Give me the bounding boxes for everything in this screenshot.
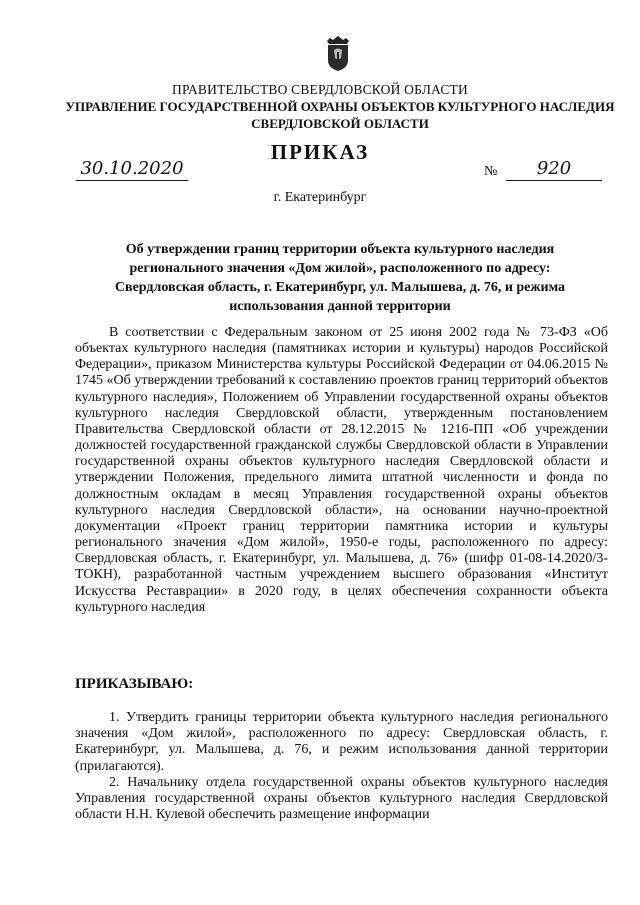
department-name-line2: СВЕРДЛОВСКОЙ ОБЛАСТИ (251, 116, 429, 131)
coat-of-arms-icon (325, 34, 351, 72)
document-number: 920 (506, 158, 602, 181)
document-title: Об утверждении границ территории объекта культурного наследия регионального значения «Дом жилой», расположенного по адресу: Свердловская область, г. Екатеринбург, ул. Малышева, д. 76, и режима использования данной территории (114, 242, 566, 314)
department-name (60, 98, 620, 132)
government-name: ПРАВИТЕЛЬСТВО СВЕРДЛОВСКОЙ ОБЛАСТИ (172, 82, 468, 97)
city: г. Екатеринбург (273, 190, 367, 205)
order-item-1: 1. Утвердить границы территории объекта культурного наследия регионального значения «Дом жилой», расположенного по адресу: Свердловская область, г. Екатеринбург, ул. Малышева, д. 76, и режим использования данной территории (прилагаются). (75, 710, 608, 774)
department-name-line1: УПРАВЛЕНИЕ ГОСУДАРСТВЕННОЙ ОХРАНЫ ОБЪЕКТОВ КУЛЬТУРНОГО НАСЛЕДИЯ (65, 99, 615, 114)
order-word: ПРИКАЗЫВАЮ: (75, 676, 194, 692)
number-label: № (484, 164, 498, 179)
preamble-text: В соответствии с Федеральным законом от 25 июня 2002 года № 73-ФЗ «Об объектах культурного наследия (памятниках истории и культуры) народов Российской Федерации», приказом Министерства культуры Российской Федерации от 04.06.2015 № 1745 «Об утверждении требований к составлению проектов границ территорий объектов культурного наследия», Положением об Управлении государственной охраны объектов культурного наследия Свердловской области, утвержденным постановлением Правительства Свердловской области от 28.12.2015 № 1216-ПП «Об учреждении должностей государственной гражданской службы Свердловской области в Управлении государственной охраны объектов культурного наследия Свердловской области и утверждении Положения, предельного лимита штатной численности и фонда по должностным окладам в месяц Управления государственной охраны объектов культурного наследия Свердловской области», на основании научно-проектной документации «Проект границ территории памятника истории и культуры регионального значения «Дом жилой», 1950-е годы, расположенного по адресу: Свердловская область, г. Екатеринбург, ул. Малышева, д. 76» (шифр 01-08-14.2020/3-ТОКН), разработанной частным учреждением высшего образования «Институт Искусства Реставрации» в 2020 году, в целях обеспечения сохранности объекта культурного наследия (75, 325, 608, 615)
document-date: 30.10.2020 (76, 158, 188, 181)
order-item-2: 2. Начальнику отдела государственной охраны объектов культурного наследия Управления государственной охраны объектов культурного наследия Свердловской области Н.Н. Кулевой обеспечить размещение информации (75, 774, 608, 823)
order-items (75, 710, 608, 823)
document-type: ПРИКАЗ (270, 140, 370, 164)
preamble (75, 325, 608, 616)
